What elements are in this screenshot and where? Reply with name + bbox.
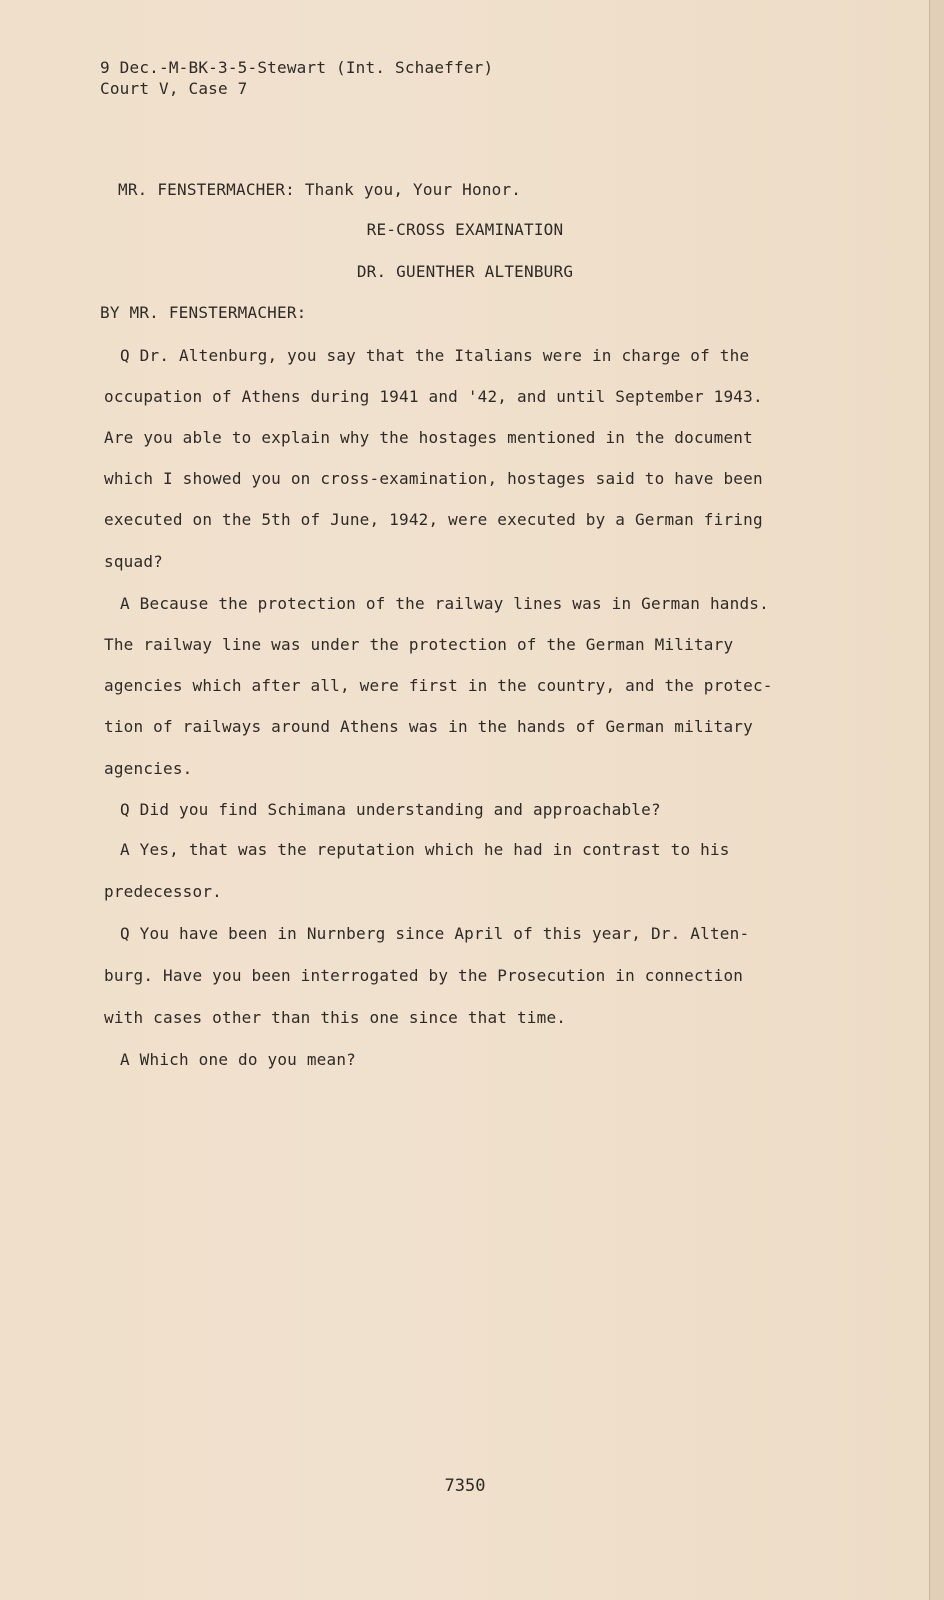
transcript-line: burg. Have you been interrogated by the Prosecution in connection — [104, 966, 744, 985]
transcript-line: Q Did you find Schimana understanding and approachable? — [120, 800, 661, 819]
transcript-line: squad? — [104, 552, 163, 571]
transcript-line: agencies which after all, were first in the country, and the protec- — [104, 676, 773, 695]
page-number: 7350 — [444, 1476, 486, 1496]
transcript-line: Q Dr. Altenburg, you say that the Italians were in charge of the — [120, 346, 750, 365]
section-title: RE-CROSS EXAMINATION — [366, 220, 564, 239]
transcript-line: A Because the protection of the railway lines was in German hands. — [120, 594, 769, 613]
transcript-line: tion of railways around Athens was in the hands of German military — [104, 717, 753, 736]
transcript-line: executed on the 5th of June, 1942, were executed by a German firing — [104, 510, 763, 529]
transcript-line: predecessor. — [104, 882, 222, 901]
examiner-line: BY MR. FENSTERMACHER: — [100, 303, 307, 322]
header-line-2: Court V, Case 7 — [100, 79, 248, 98]
transcript-line: with cases other than this one since that time. — [104, 1008, 567, 1027]
transcript-line: A Which one do you mean? — [120, 1050, 356, 1069]
transcript-line: agencies. — [104, 759, 193, 778]
header-line-1: 9 Dec.-M-BK-3-5-Stewart (Int. Schaeffer) — [100, 58, 494, 77]
witness-name: DR. GUENTHER ALTENBURG — [356, 262, 574, 281]
intro-line: MR. FENSTERMACHER: Thank you, Your Honor. — [118, 180, 522, 199]
transcript-line: The railway line was under the protection of the German Military — [104, 635, 734, 654]
transcript-line: Are you able to explain why the hostages mentioned in the document — [104, 428, 753, 447]
transcript-line: Q You have been in Nurnberg since April of this year, Dr. Alten- — [120, 924, 750, 943]
transcript-line: occupation of Athens during 1941 and '42, and until September 1943. — [104, 387, 763, 406]
page-edge — [929, 0, 944, 1600]
transcript-line: A Yes, that was the reputation which he had in contrast to his — [120, 840, 730, 859]
transcript-line: which I showed you on cross-examination, hostages said to have been — [104, 469, 763, 488]
